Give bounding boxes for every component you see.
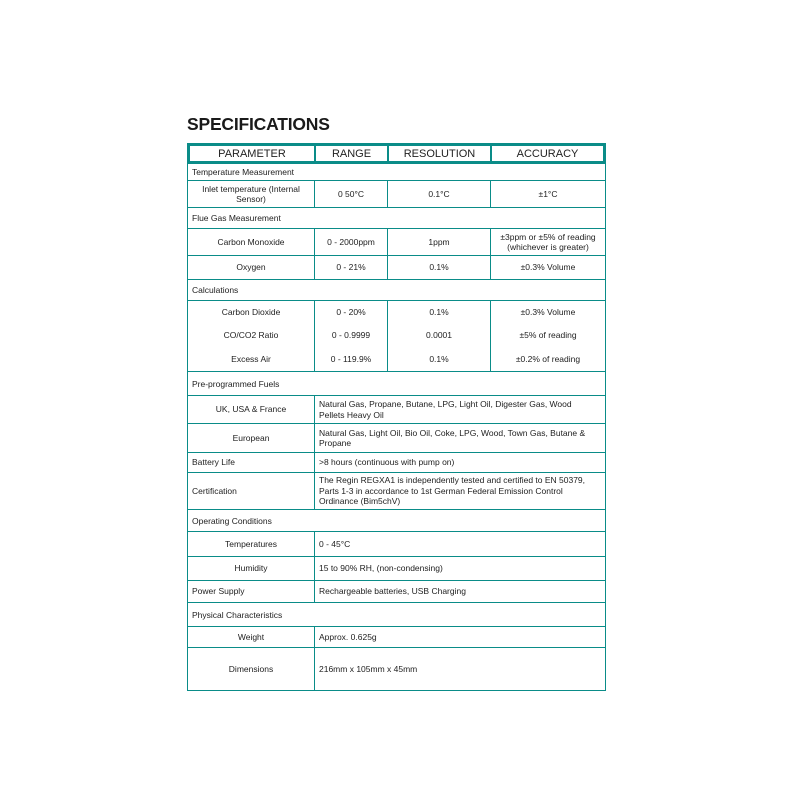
resolution-cell: 1ppm — [387, 229, 490, 255]
table-row — [188, 228, 605, 255]
parameter-cell: European — [232, 432, 270, 443]
header-range: RANGE — [331, 148, 372, 160]
section-label: Physical Characteristics — [192, 609, 283, 620]
section-row — [188, 279, 605, 300]
value-cell: Rechargeable batteries, USB Charging — [314, 581, 605, 602]
parameter-cell: Temperatures — [225, 538, 277, 549]
range-cell: 0 - 119.9% — [314, 347, 387, 371]
value-cell: 0 - 45°C — [314, 532, 605, 556]
table-row — [188, 452, 605, 472]
section-label: Temperature Measurement — [192, 167, 295, 177]
parameter-cell: Inlet temperature (Internal Sensor) — [202, 183, 300, 204]
value-cell: Natural Gas, Light Oil, Bio Oil, Coke, LPG, Wood, Town Gas, Butane & Propane — [314, 424, 605, 452]
section-label: Flue Gas Measurement — [192, 213, 281, 223]
accuracy-cell: ±0.3% Volume — [490, 256, 605, 279]
parameter-cell: Oxygen — [236, 262, 266, 273]
resolution-cell: 0.1°C — [387, 181, 490, 207]
accuracy-cell: ±3ppm or ±5% of reading (whichever is greater) — [490, 229, 605, 255]
specifications-table — [187, 143, 606, 691]
parameter-cell: Carbon Dioxide — [221, 306, 281, 317]
range-cell: 0 - 20% — [314, 301, 387, 323]
resolution-cell: 0.1% — [387, 347, 490, 371]
parameter-cell: Weight — [237, 631, 265, 642]
section-row — [188, 371, 605, 395]
section-row — [188, 207, 605, 228]
value-cell: The Regin REGXA1 is independently tested and certified to EN 50379, Parts 1-3 in accordance to 1st German Federal Emission Control Ordinance (Bim5chV) — [314, 473, 605, 509]
table-row — [188, 423, 605, 452]
accuracy-cell: ±5% of reading — [490, 323, 605, 347]
section-label: Pre-programmed Fuels — [192, 378, 280, 389]
parameter-cell: Humidity — [234, 563, 268, 574]
parameter-cell: UK, USA & France — [215, 404, 287, 415]
page-title: SPECIFICATIONS — [187, 114, 330, 134]
section-row — [188, 602, 605, 626]
table-row — [188, 300, 605, 323]
table-row — [188, 323, 605, 347]
range-cell: 0 - 0.9999 — [314, 323, 387, 347]
header-resolution: RESOLUTION — [403, 148, 476, 160]
resolution-cell: 0.1% — [387, 256, 490, 279]
section-row — [188, 509, 605, 531]
table-row — [188, 580, 605, 602]
section-row — [188, 164, 605, 180]
table-row — [188, 647, 605, 690]
parameter-cell — [188, 648, 314, 690]
parameter-text: Dimensions — [228, 663, 274, 674]
header-parameter: PARAMETER — [218, 148, 286, 160]
section-label: Calculations — [192, 285, 239, 295]
table-row — [188, 472, 605, 509]
table-row — [188, 556, 605, 580]
resolution-cell: 0.1% — [387, 301, 490, 323]
range-cell: 0 50°C — [314, 181, 387, 207]
header-accuracy: ACCURACY — [516, 148, 579, 160]
table-row — [188, 395, 605, 423]
value-cell: Approx. 0.625g — [314, 627, 605, 647]
value-cell: >8 hours (continuous with pump on) — [314, 453, 605, 472]
parameter-cell: Power Supply — [192, 586, 245, 597]
value-text: 216mm x 105mm x 45mm — [319, 663, 418, 674]
value-cell: 15 to 90% RH, (non-condensing) — [314, 557, 605, 580]
parameter-cell: Excess Air — [231, 353, 271, 364]
table-body — [187, 164, 606, 691]
parameter-cell: Certification — [192, 485, 237, 496]
range-cell: 0 - 21% — [314, 256, 387, 279]
table-header — [187, 143, 606, 164]
accuracy-cell: ±1°C — [490, 181, 605, 207]
accuracy-cell: ±0.2% of reading — [490, 347, 605, 371]
table-row — [188, 626, 605, 647]
table-row — [188, 347, 605, 371]
parameter-cell: CO/CO2 Ratio — [223, 329, 279, 340]
value-cell — [314, 648, 605, 690]
accuracy-cell: ±0.3% Volume — [490, 301, 605, 323]
range-cell: 0 - 2000ppm — [314, 229, 387, 255]
parameter-cell: Battery Life — [192, 457, 235, 468]
table-row — [188, 531, 605, 556]
resolution-cell: 0.0001 — [387, 323, 490, 347]
parameter-cell: Carbon Monoxide — [217, 236, 285, 247]
table-row — [188, 180, 605, 207]
value-cell: Natural Gas, Propane, Butane, LPG, Light Oil, Digester Gas, Wood Pellets Heavy Oil — [314, 396, 605, 423]
section-label: Operating Conditions — [192, 515, 272, 526]
table-row — [188, 255, 605, 279]
